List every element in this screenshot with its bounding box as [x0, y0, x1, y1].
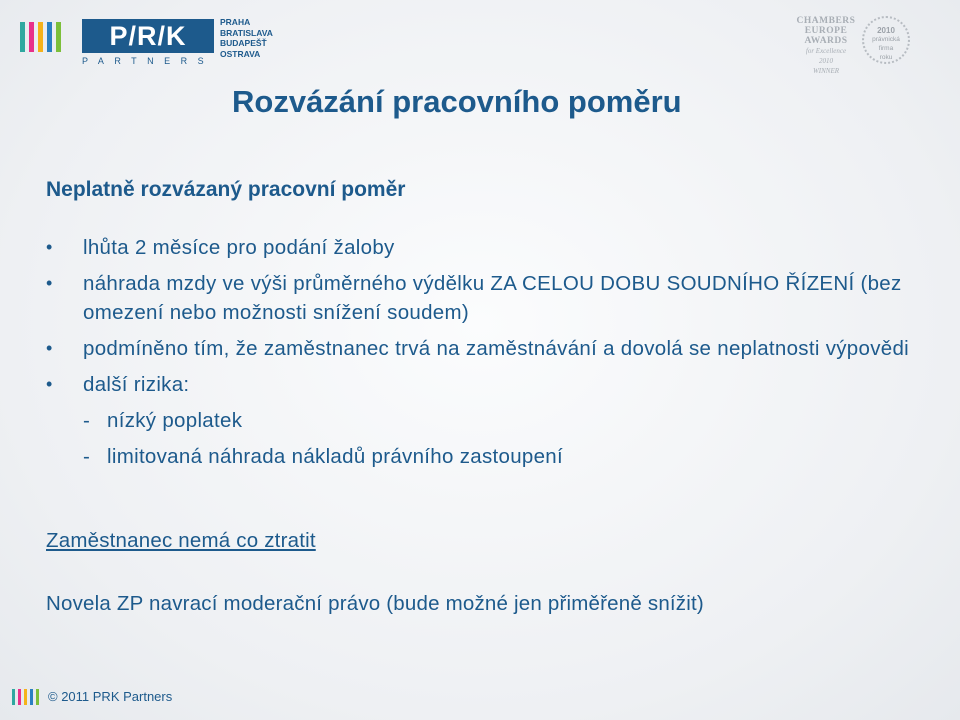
chambers-award-logo: CHAMBERS EUROPE AWARDS for Excellence 2010 WINNER [796, 16, 856, 75]
list-item: • lhůta 2 měsíce pro podání žaloby [46, 233, 916, 262]
logo-subtext: PARTNERS [82, 56, 215, 66]
list-item: • podmíněno tím, že zaměstnanec trvá na zaměstnávání a dovolá se neplatnosti výpovědi [46, 334, 916, 363]
stripe [47, 22, 52, 52]
city: BRATISLAVA [220, 27, 273, 38]
office-cities [220, 17, 273, 59]
slide-title: Rozvázání pracovního poměru [232, 84, 682, 119]
city: OSTRAVA [220, 48, 261, 59]
law-firm-of-year-badge: 2010 právnická firma roku [862, 16, 910, 64]
underlined-note: Zaměstnanec nemá co ztratit [46, 529, 316, 552]
list-item: • náhrada mzdy ve výši průměrného výdělku ZA CELOU DOBU SOUDNÍHO ŘÍZENÍ (bez omezení nebo možnosti snížení soudem) [46, 269, 916, 327]
slide-subtitle: Neplatně rozvázaný pracovní poměr [46, 178, 406, 201]
bullet-icon: • [46, 273, 53, 293]
closing-note: Novela ZP navrací moderační právo (bude možné jen přiměřeně snížit) [46, 592, 704, 615]
footer-copyright: © 2011 PRK Partners [48, 689, 173, 704]
prk-partners-logo [20, 16, 273, 68]
bullet-list [46, 233, 916, 399]
stripe [38, 22, 43, 52]
list-item: • další rizika: [46, 370, 916, 399]
stripe [29, 22, 34, 52]
stripe [12, 689, 15, 705]
bullet-icon: • [46, 374, 53, 394]
stripe [30, 689, 33, 705]
dash-item: - nízký poplatek [83, 409, 243, 432]
dash-item: - limitovaná náhrada nákladů právního zastoupení [83, 445, 563, 468]
city: BUDAPEŠŤ [220, 38, 267, 48]
bullet-icon: • [46, 338, 53, 358]
stripe [36, 689, 39, 705]
stripe [24, 689, 27, 705]
logo-wordmark: P/R/K [82, 19, 214, 53]
stripe [20, 22, 25, 52]
city: PRAHA [220, 17, 251, 27]
bullet-icon: • [46, 237, 53, 257]
slide-content [46, 233, 916, 478]
stripe [18, 689, 21, 705]
stripe [56, 22, 61, 52]
